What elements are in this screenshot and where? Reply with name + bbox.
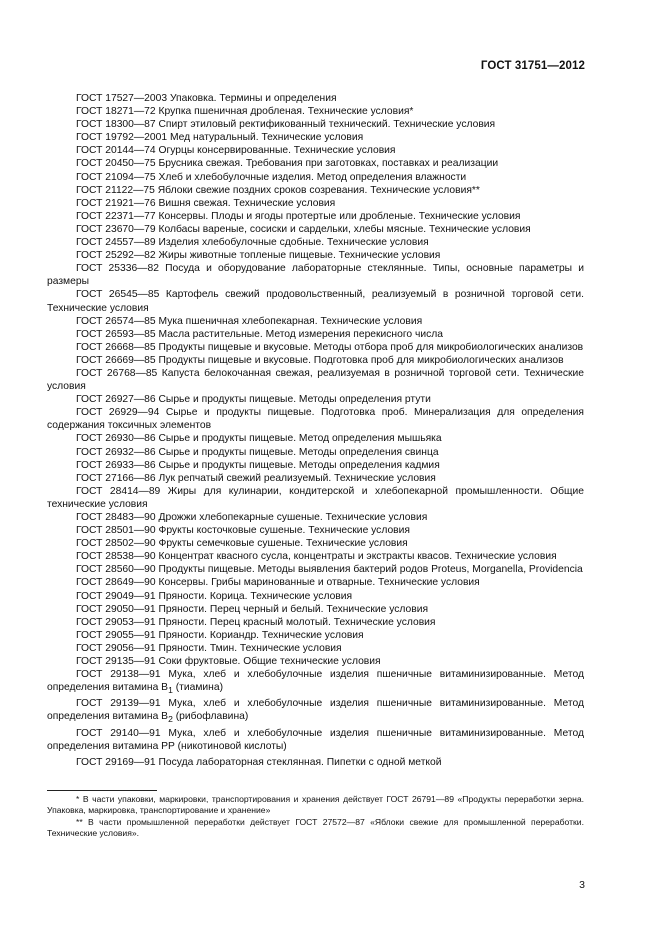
reference-item: ГОСТ 26932—86 Сырье и продукты пищевые. Методы определения свинца	[76, 446, 439, 458]
reference-item: ГОСТ 19792—2001 Мед натуральный. Технические условия	[76, 132, 364, 144]
reference-item: ГОСТ 26768—85 Капуста белокочанная свежая, реализуемая в розничной торговой сети. Технические условия	[47, 367, 584, 393]
reference-item: ГОСТ 26593—85 Масла растительные. Метод измерения перекисного числа	[76, 328, 443, 340]
reference-item: ГОСТ 22371—77 Консервы. Плоды и ягоды протертые или дробленые. Технические условия	[76, 210, 521, 222]
reference-item: ГОСТ 21921—76 Вишня свежая. Технические условия	[76, 197, 336, 209]
reference-item: ГОСТ 28502—90 Фрукты семечковые сушеные. Технические условия	[76, 538, 408, 550]
reference-item: ГОСТ 28501—90 Фрукты косточковые сушеные. Технические условия	[76, 525, 410, 537]
reference-item: ГОСТ 20144—74 Огурцы консервированные. Технические условия	[76, 145, 396, 157]
reference-item: ГОСТ 28560—90 Продукты пищевые. Методы выявления бактерий родов Proteus, Morganella, Providencia	[76, 564, 583, 576]
footnotes	[47, 794, 584, 839]
reference-item: ГОСТ 26574—85 Мука пшеничная хлебопекарная. Технические условия	[76, 315, 423, 327]
reference-item: ГОСТ 26933—86 Сырье и продукты пищевые. Методы определения кадмия	[76, 459, 440, 471]
reference-item: ГОСТ 28414—89 Жиры для кулинарии, кондитерской и хлебопекарной промышленности. Общие технические условия	[47, 485, 584, 510]
reference-item: ГОСТ 29053—91 Пряности. Перец красный молотый. Технические условия	[76, 616, 436, 628]
reference-item: ГОСТ 25292—82 Жиры животные топленые пищевые. Технические условия	[76, 250, 441, 262]
reference-item: ГОСТ 29055—91 Пряности. Кориандр. Технические условия	[76, 629, 364, 641]
reference-item: ГОСТ 25336—82 Посуда и оборудование лабораторные стеклянные. Типы, основные параметры и размеры	[47, 263, 584, 288]
references-list	[47, 92, 584, 769]
reference-item: ГОСТ 18300—87 Спирт этиловый ректификованный технический. Технические условия	[76, 119, 496, 131]
document-header: ГОСТ 31751—2012	[480, 60, 585, 72]
reference-item: ГОСТ 29135—91 Соки фруктовые. Общие технические условия	[76, 656, 381, 668]
reference-item: ГОСТ 20450—75 Брусника свежая. Требования при заготовках, поставках и реализации	[76, 158, 499, 170]
reference-item: ГОСТ 26927—86 Сырье и продукты пищевые. Методы определения ртути	[76, 394, 431, 406]
reference-item-vitamin-pp: ГОСТ 29140—91 Мука, хлеб и хлебобулочные изделия пшеничные витаминизированные. Метод определения витамина PP (никотиновой кислоты)	[47, 727, 584, 752]
reference-item: ГОСТ 26669—85 Продукты пищевые и вкусовые. Подготовка проб для микробиологических анализов	[76, 354, 564, 366]
reference-item: ГОСТ 26930—86 Сырье и продукты пищевые. Метод определения мышьяка	[76, 433, 442, 445]
footnote: * В части упаковки, маркировки, транспортирования и хранения действует ГОСТ 26791—89 «Продукты переработки зерна. Упаковка, маркировка, транспортирование и хранение»	[47, 794, 584, 816]
reference-item: ГОСТ 24557—89 Изделия хлебобулочные сдобные. Технические условия	[76, 237, 429, 249]
reference-item: ГОСТ 29049—91 Пряности. Корица. Технические условия	[76, 590, 353, 602]
reference-item-vitamin-b2: ГОСТ 29139—91 Мука, хлеб и хлебобулочные изделия пшеничные витаминизированные. Метод определения витамина $B_2$ (рибофлавина)	[47, 698, 584, 725]
reference-item: ГОСТ 17527—2003 Упаковка. Термины и определения	[76, 93, 337, 104]
reference-item: ГОСТ 29050—91 Пряности. Перец черный и белый. Технические условия	[76, 603, 429, 615]
reference-item: ГОСТ 27166—86 Лук репчатый свежий реализуемый. Технические условия	[76, 472, 436, 484]
reference-item: ГОСТ 26668—85 Продукты пищевые и вкусовые. Методы отбора проб для микробиологических анализов	[76, 341, 584, 353]
reference-item: ГОСТ 28649—90 Консервы. Грибы маринованные и отварные. Технические условия	[76, 577, 480, 589]
reference-item: ГОСТ 29169—91 Посуда лабораторная стеклянная. Пипетки с одной меткой	[76, 756, 442, 768]
footnote-divider	[47, 790, 157, 791]
reference-item: ГОСТ 28538—90 Концентрат квасного сусла, концентраты и экстракты квасов. Технические условия	[76, 551, 557, 563]
reference-item: ГОСТ 18271—72 Крупка пшеничная дробленая. Технические условия*	[76, 106, 414, 118]
reference-item: ГОСТ 23670—79 Колбасы вареные, сосиски и сардельки, хлебы мясные. Технические условия	[76, 223, 531, 235]
footnote: ** В части промышленной переработки действует ГОСТ 27572—87 «Яблоки свежие для промышленной переработки. Технические условия».	[47, 816, 584, 838]
reference-item: ГОСТ 26929—94 Сырье и продукты пищевые. Подготовка проб. Минерализация для определения содержания токсичных элементов	[47, 407, 584, 432]
reference-item-vitamin-b1: ГОСТ 29138—91 Мука, хлеб и хлебобулочные изделия пшеничные витаминизированные. Метод определения витамина $B_1$ (тиамина)	[47, 669, 584, 696]
reference-item: ГОСТ 26545—85 Картофель свежий продовольственный, реализуемый в розничной торговой сети. Технические условия	[47, 289, 584, 314]
reference-item: ГОСТ 21094—75 Хлеб и хлебобулочные изделия. Метод определения влажности	[76, 171, 467, 183]
reference-item: ГОСТ 21122—75 Яблоки свежие поздних сроков созревания. Технические условия**	[76, 184, 480, 196]
reference-item: ГОСТ 29056—91 Пряности. Тмин. Технические условия	[76, 642, 342, 654]
reference-item: ГОСТ 28483—90 Дрожжи хлебопекарные сушеные. Технические условия	[76, 512, 428, 523]
page-number: 3	[579, 879, 585, 891]
